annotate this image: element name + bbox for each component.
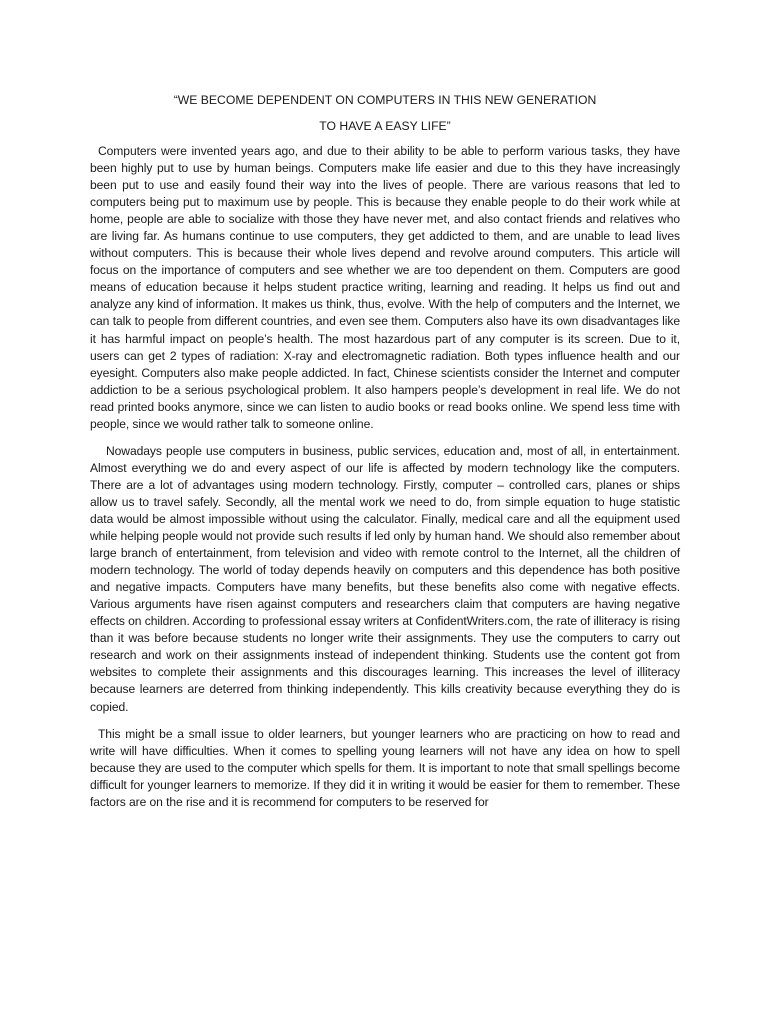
paragraph-3: This might be a small issue to older learners, but younger learners who are practicing on how to read and write will have difficulties. When it comes to spelling young learners will not have any idea on how to spell because they are used to the computer which spells for them. It is important to note that small spellings become difficult for younger learners to memorize. If they did it in writing it would be easier for them to remember. These factors are on the rise and it is recommend for computers to be reserved for xyxy=(90,726,680,809)
paragraph-1: Computers were invented years ago, and due to their ability to be able to perform various tasks, they have been highly put to use by human beings. Computers make life easier and due to this they have increasingly been put to use and easily found their way into the lives of people. There are various reasons that led to computers being put to maximum use by people. This is because they enable people to do their work while at home, people are able to socialize with those they have never met, and also contact friends and relatives who are living far. As humans continue to use computers, they get addicted to them, and are unable to lead lives without computers. This is because their whole lives depend and revolve around computers. This article will focus on the importance of computers and see whether we are too dependent on them. Computers are good means of education because it helps student practice writing, learning and reading. It helps us find out and analyze any kind of information. It makes us think, thus, evolve. With the help of computers and the Internet, we can talk to people from different countries, and even see them. Computers also have its own disadvantages like it has harmful impact on people’s health. The most hazardous part of any computer is its screen. Due to it, users can get 2 types of radiation: X-ray and electromagnetic radiation. Both types influence health and our eyesight. Computers also make people addicted. In fact, Chinese scientists consider the Internet and computer addiction to be a serious psychological problem. It also hampers people’s development in real life. We do not read printed books anymore, since we can listen to audio books or read books online. We spend less time with people, since we would rather talk to someone online. xyxy=(90,144,680,431)
paragraph-2: Nowadays people use computers in business, public services, education and, most of all, in entertainment. Almost everything we do and every aspect of our life is affected by modern technology like the computers. There are a lot of advantages using modern technology. Firstly, computer – controlled cars, planes or ships allow us to travel safely. Secondly, all the mental work we need to do, from simple equation to huge statistic data would be almost impossible without using the calculator. Finally, medical care and all the equipment used while helping people would not provide such results if led only by human hand. We should also remember about large branch of entertainment, from television and video with remote control to the Internet, all the children of modern technology. The world of today depends heavily on computers and this dependence has both positive and negative impacts. Computers have many benefits, but these benefits also come with negative effects. Various arguments have risen against computers and researchers claim that computers are having negative effects on children. According to professional essay writers at ConfidentWriters.com, the rate of illiteracy is rising than it was before because students no longer write their assignments. They use the computers to carry out research and work on their assignments instead of independent thinking. Students use the content got from websites to complete their assignments and this discourages learning. This increases the level of illiteracy because learners are deterred from thinking independently. This kills creativity because everything they do is copied. xyxy=(90,443,680,714)
document-title-line-2: TO HAVE A EASY LIFE” xyxy=(319,119,451,133)
document-title-line-1: “WE BECOME DEPENDENT ON COMPUTERS IN THIS NEW GENERATION xyxy=(173,93,597,107)
